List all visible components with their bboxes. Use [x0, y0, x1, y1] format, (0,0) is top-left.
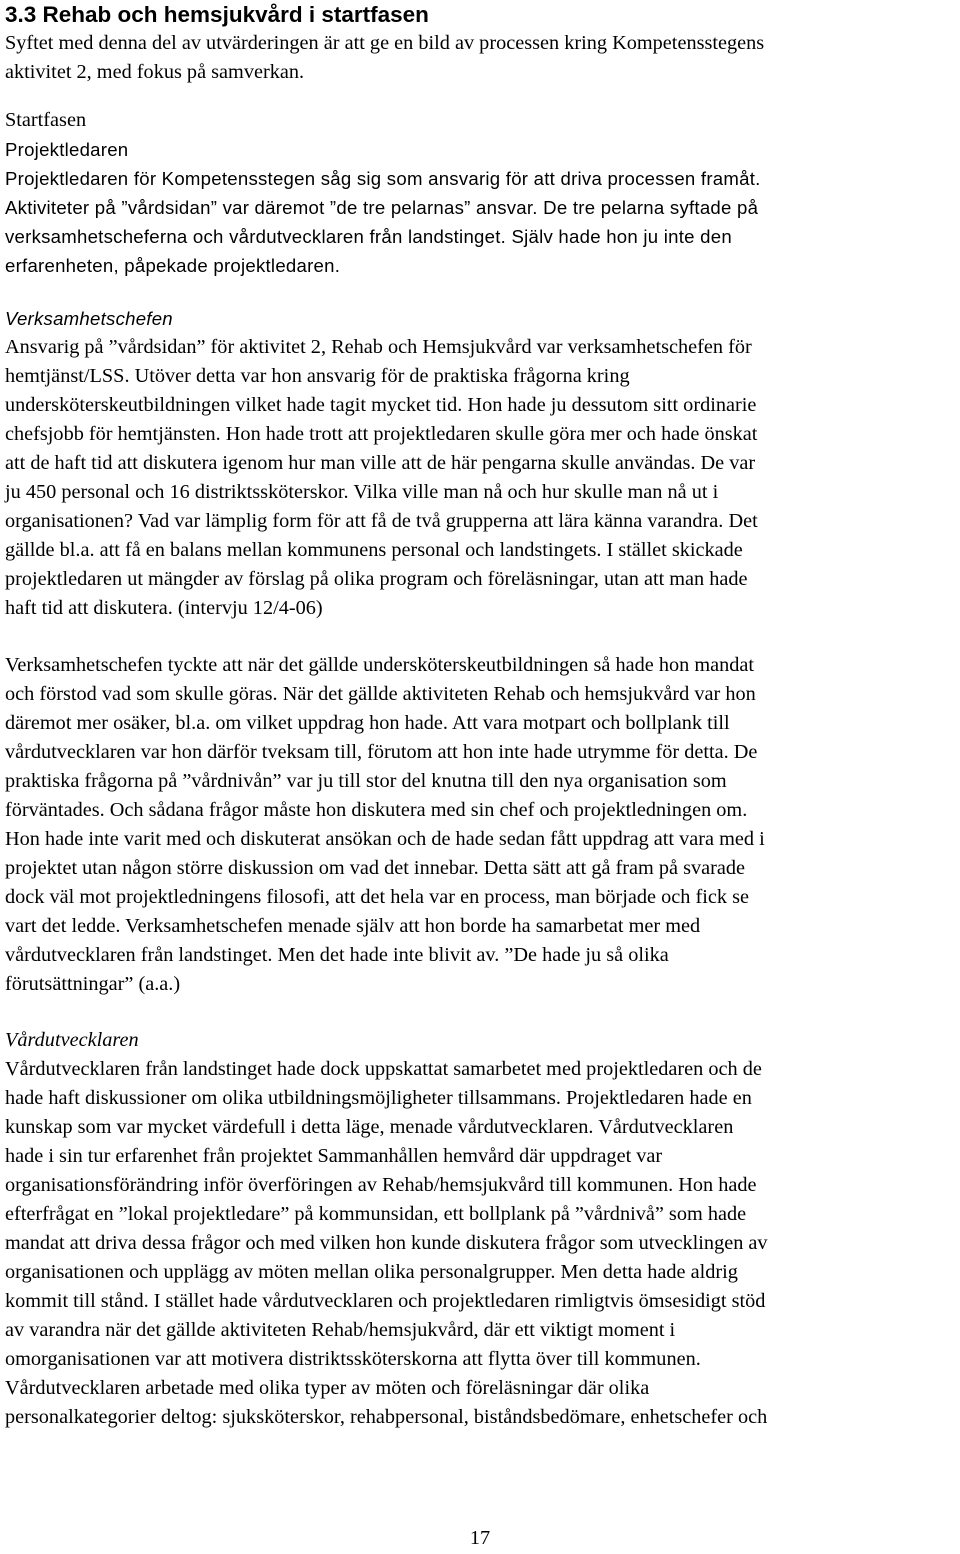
text-line: Hon hade inte varit med och diskuterat ansökan och de hade sedan fått uppdrag att vara med i	[5, 828, 765, 850]
text-line: mandat att driva dessa frågor och med vilken hon kunde diskutera frågor som utvecklingen av	[5, 1232, 768, 1254]
text-line: Verksamhetschefen tyckte att när det gällde undersköterskeutbildningen så hade hon mandat	[5, 654, 755, 676]
text-line: aktivitet 2, med fokus på samverkan.	[5, 61, 305, 83]
text-line: hemtjänst/LSS. Utöver detta var hon ansvarig för de praktiska frågorna kring	[5, 365, 630, 387]
text-line: att de haft tid att diskutera igenom hur man ville att de här pengarna skulle användas. De var	[5, 452, 756, 474]
text-line: kommit till stånd. I stället hade vårdutvecklaren och projektledaren rimligtvis ömsesidigt stöd	[5, 1290, 766, 1312]
text-line: vart det ledde. Verksamhetschefen menade själv att hon borde ha samarbetat mer med	[5, 915, 701, 937]
text-line: vårdutvecklaren var hon därför tveksam till, förutom att hon inte hade utrymme för detta. De	[5, 741, 758, 763]
text-line: Ansvarig på ”vårdsidan” för aktivitet 2, Rehab och Hemsjukvård var verksamhetschefen för	[5, 336, 752, 358]
text-line: Vårdutvecklaren arbetade med olika typer av möten och föreläsningar där olika	[5, 1377, 650, 1399]
document-page	[5, 0, 955, 1432]
vardutvecklaren-paragraph	[5, 1055, 955, 1432]
text-line: verksamhetscheferna och vårdutvecklaren från landstinget. Själv hade hon ju inte den	[5, 226, 732, 247]
text-line: kunskap som var mycket värdefull i detta läge, menade vårdutvecklaren. Vårdutvecklaren	[5, 1116, 734, 1138]
text-line: undersköterskeutbildningen vilket hade tagit mycket tid. Hon hade ju dessutom sitt ordinarie	[5, 394, 757, 416]
text-line: projektledaren ut mängder av förslag på olika program och föreläsningar, utan att man hade	[5, 568, 748, 590]
verksamhetschefen-paragraph-2	[5, 651, 955, 999]
vardutvecklaren-heading: Vårdutvecklaren	[5, 1029, 139, 1051]
page-number: 17	[469, 1527, 491, 1549]
text-line: omorganisationen var att motivera distriktssköterskorna att flytta över till kommunen.	[5, 1348, 701, 1370]
intro-paragraph	[5, 29, 955, 87]
text-line: projektet utan någon större diskussion om vad det innebar. Detta sätt att gå fram på svarade	[5, 857, 746, 879]
text-line: organisationen? Vad var lämplig form för att få de två grupperna att lära känna varandra. Det	[5, 510, 758, 532]
text-line: hade i sin tur erfarenhet från projektet Sammanhållen hemvård där uppdraget var	[5, 1145, 663, 1167]
startfasen-heading: Startfasen	[5, 109, 87, 131]
text-line: vårdutvecklaren från landstinget. Men det hade inte blivit av. ”De hade ju så olika	[5, 944, 669, 966]
text-line: personalkategorier deltog: sjuksköterskor, rehabpersonal, biståndsbedömare, enhetschefer och	[5, 1406, 768, 1428]
text-line: Syftet med denna del av utvärderingen är att ge en bild av processen kring Kompetensstegens	[5, 32, 765, 54]
text-line: förutsättningar” (a.a.)	[5, 973, 181, 995]
text-line: förväntades. Och sådana frågor måste hon diskutera med sin chef och projektledningen om.	[5, 799, 748, 821]
verksamhetschefen-paragraph-1	[5, 333, 955, 623]
text-line: av varandra när det gällde aktiviteten Rehab/hemsjukvård, där ett viktigt moment i	[5, 1319, 676, 1341]
text-line: däremot mer osäker, bl.a. om vilket uppdrag hon hade. Att vara motpart och bollplank till	[5, 712, 730, 734]
text-line: hade haft diskussioner om olika utbildningsmöjligheter tillsammans. Projektledaren hade en	[5, 1087, 752, 1109]
text-line: erfarenheten, påpekade projektledaren.	[5, 255, 341, 276]
section-heading: 3.3 Rehab och hemsjukvård i startfasen	[5, 2, 429, 27]
text-line: och förstod vad som skulle göras. När det gällde aktiviteten Rehab och hemsjukvård var hon	[5, 683, 756, 705]
text-line: praktiska frågorna på ”vårdnivån” var ju till stor del knutna till den nya organisation som	[5, 770, 727, 792]
verksamhetschefen-heading: Verksamhetschefen	[5, 308, 173, 329]
text-line: Projektledaren för Kompetensstegen såg sig som ansvarig för att driva processen framåt.	[5, 168, 761, 189]
text-line: organisationsförändring inför överföringen av Rehab/hemsjukvård till kommunen. Hon hade	[5, 1174, 757, 1196]
text-line: gällde bl.a. att få en balans mellan kommunens personal och landstingets. I stället skickade	[5, 539, 743, 561]
text-line: haft tid att diskutera. (intervju 12/4-06)	[5, 597, 323, 619]
text-line: chefsjobb för hemtjänsten. Hon hade trott att projektledaren skulle göra mer och hade önskat	[5, 423, 758, 445]
text-line: efterfrågat en ”lokal projektledare” på kommunsidan, ett bollplank på ”vårdnivå” som hade	[5, 1203, 747, 1225]
startfasen-subheading: Projektledaren	[5, 139, 129, 160]
text-line: ju 450 personal och 16 distriktssköterskor. Vilka ville man nå och hur skulle man nå ut i	[5, 481, 719, 503]
text-line: organisationen och upplägg av möten mellan olika personalgrupper. Men detta hade aldrig	[5, 1261, 738, 1283]
text-line: dock väl mot projektledningens filosofi, att det hela var en process, man började och fick se	[5, 886, 749, 908]
text-line: Vårdutvecklaren från landstinget hade dock uppskattat samarbetet med projektledaren och de	[5, 1058, 762, 1080]
startfasen-paragraph	[5, 164, 955, 280]
text-line: Aktiviteter på ”vårdsidan” var däremot ”de tre pelarnas” ansvar. De tre pelarna syftade på	[5, 197, 759, 218]
